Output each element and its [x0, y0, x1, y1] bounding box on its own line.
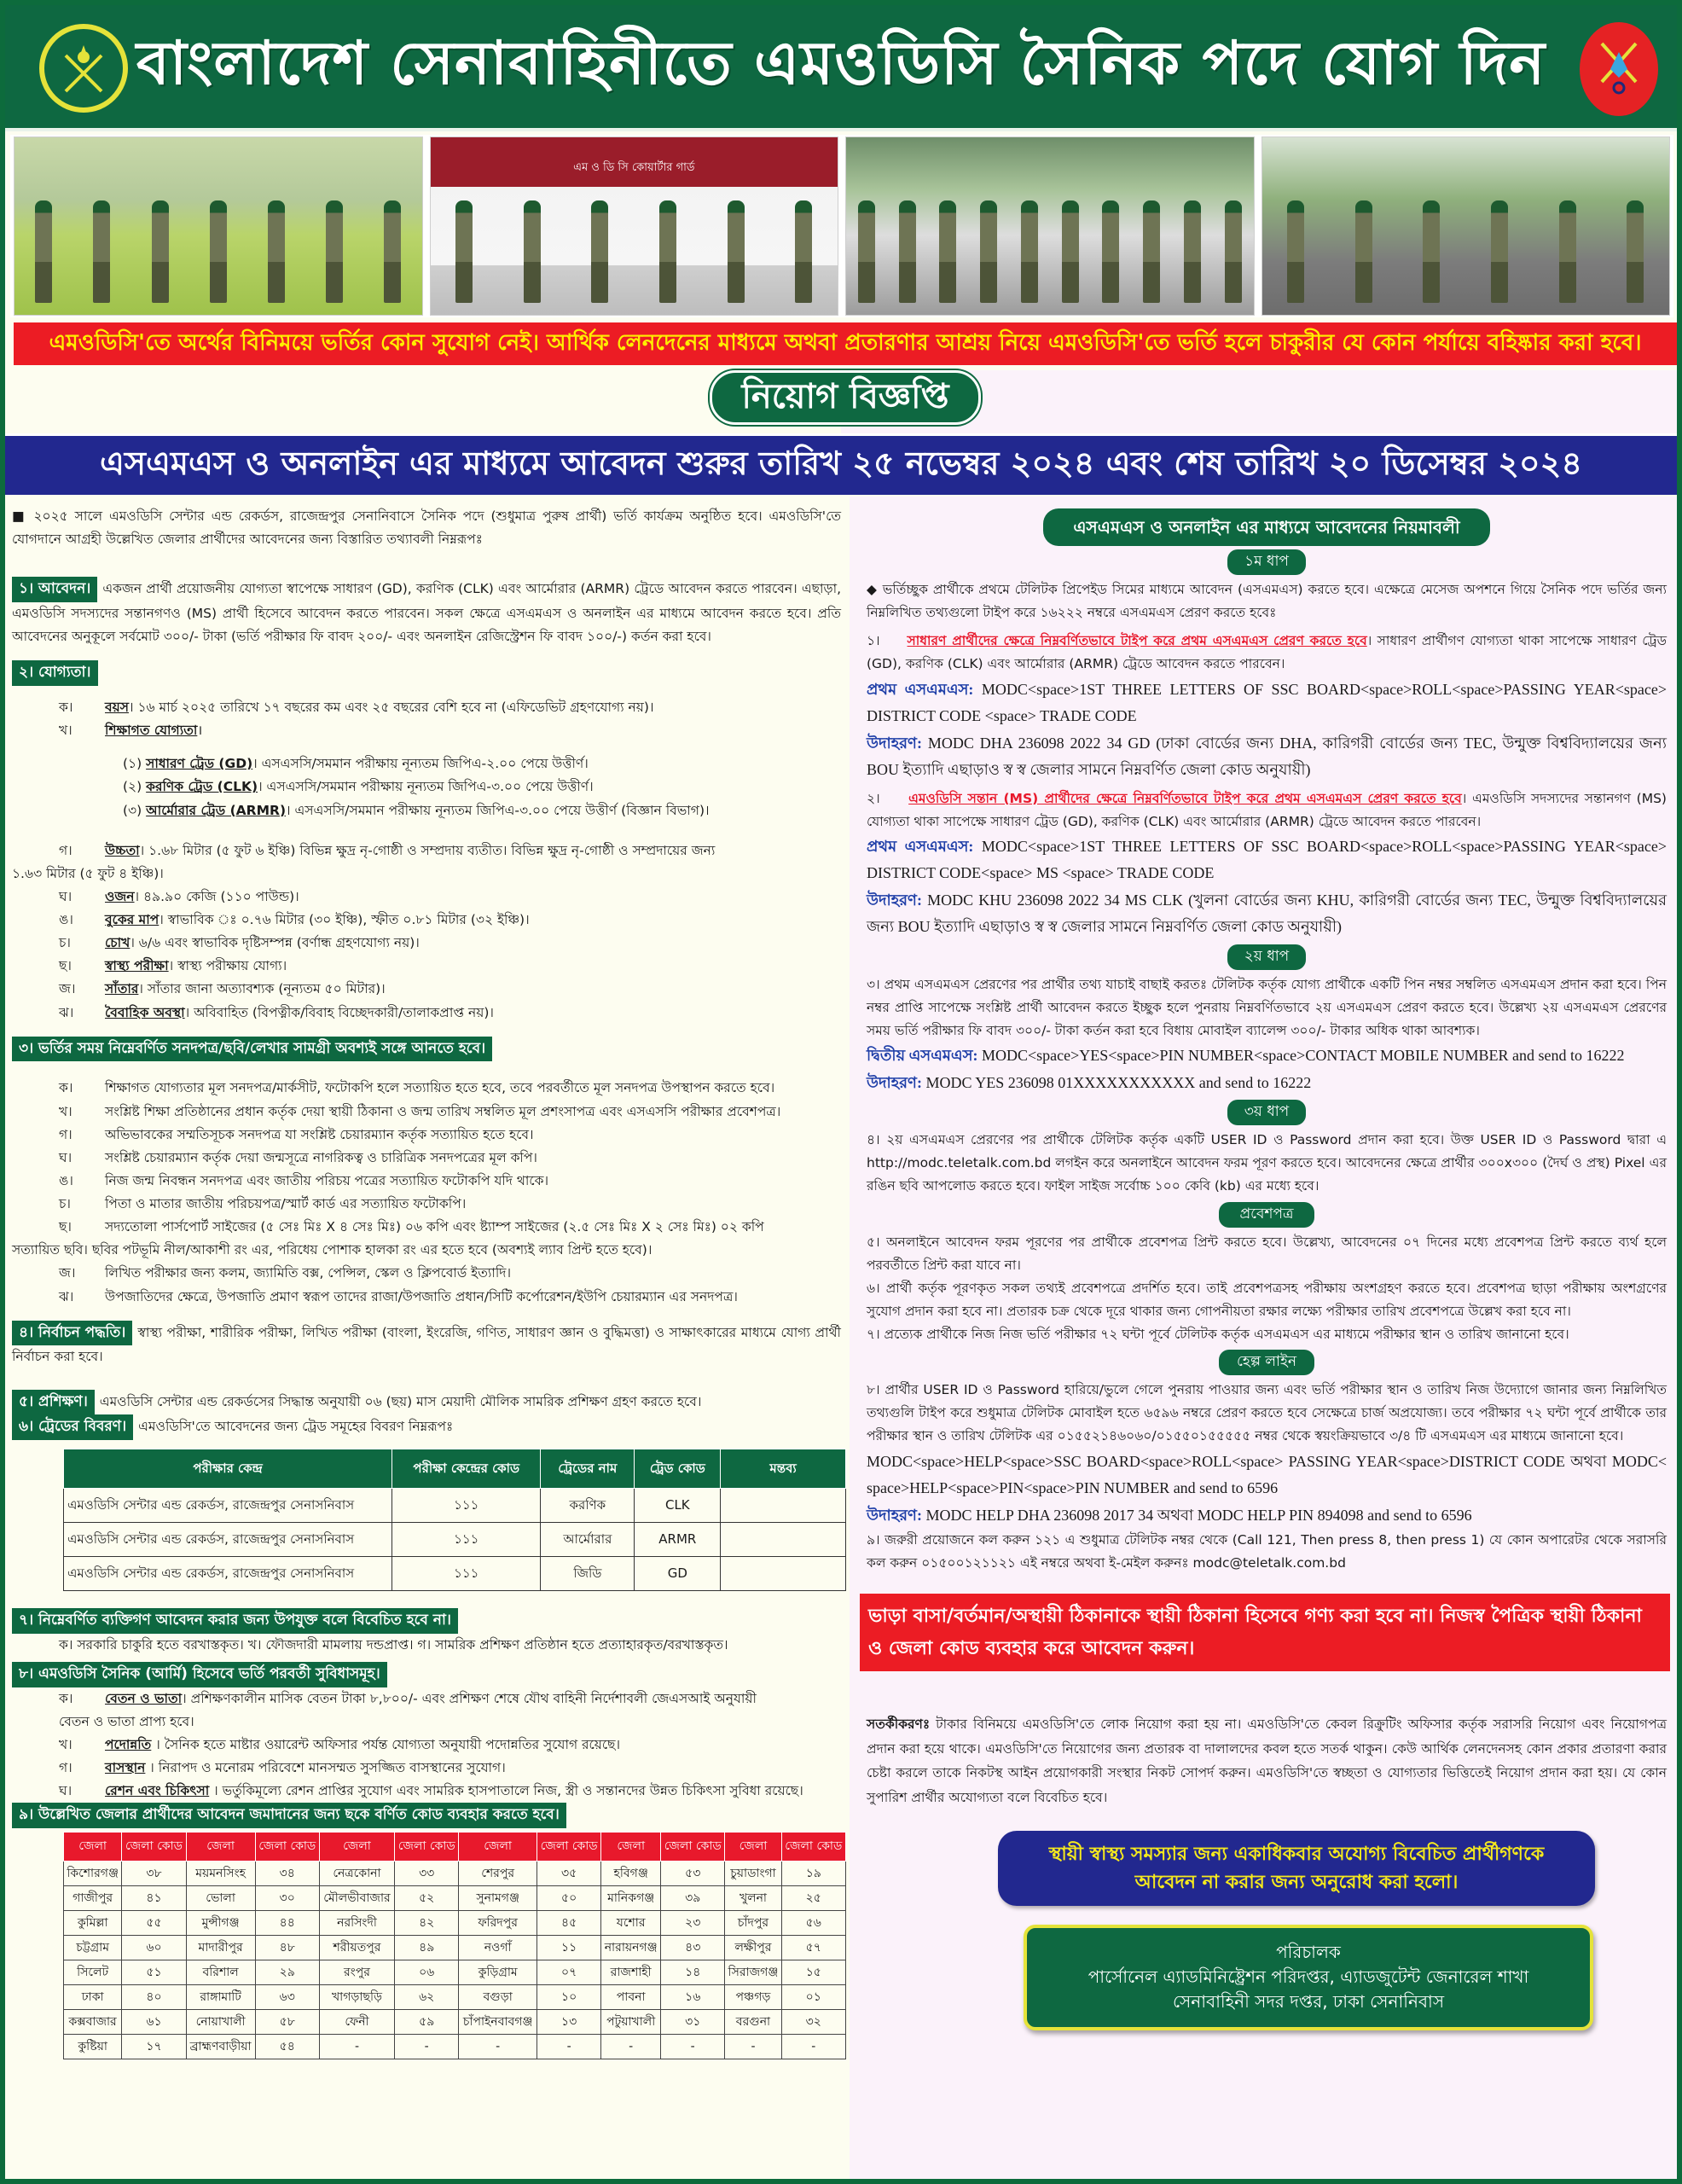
section-application: ১। আবেদন। একজন প্রার্থী প্রয়োজনীয় যোগ্যতা স্বাপেক্ষে সাধারণ (GD), করণিক (CLK) এবং আর্মোরার (ARMR) ট্রেডে আবেদন করতে পারবেন। এছাড়া, এমওডিসি সদস্যদের সন্তানগণও (MS) প্রার্থী হিসেবে আবেদন করতে পারবেন। সকল ক্ষেত্রে এসএমএস ও অনলাইন এর মাধ্যমে আবেদন করতে হবে। প্রতি আবেদনের অনুকূলে সর্বমোট ৩০০/- টাকা (ভর্তি পরীক্ষার ফি বাবদ ২০০/- এবং অনলাইন রেজিস্ট্রেশন ফি বাবদ ১০০/-) কর্তন করা হবে।: [12, 577, 841, 648]
director-signature-box: পরিচালক পার্সোনেল এ্যাডমিনিষ্ট্রেশন পরিদপ্তর, এ্যাডজুটেন্ট জেনারেল শাখা সেনাবাহিনী সদর দপ্তর, ঢাকা সেনানিবাস: [1024, 1925, 1593, 2030]
list-item: ছ। স্বাস্থ্য পরীক্ষা। স্বাস্থ্য পরীক্ষায় যোগ্য।: [59, 958, 287, 974]
rule-admit-print: ৫। অনলাইনে আবেদন ফরম পূরণের পর প্রার্থীকে প্রবেশপত্র প্রিন্ট করতে হবে। উল্লেখ্য, আবেদনের ০৭ দিনের মধ্যে প্রবেশপত্র প্রিন্ট করতে ব্যর্থ হলে পরবর্তীতে প্রিন্ট করা যাবে না।: [867, 1234, 1667, 1273]
section-benefits: ৮। এমওডিসি সৈনিক (আর্মি) হিসেবে ভর্তি পরবর্তী সুবিধাসমূহ। ক। বেতন ও ভাতা। প্রশিক্ষণকালীন মাসিক বেতন টাকা ৮,৮০০/- এবং প্রশিক্ষণ শেষে যৌথ বাহিনী নির্দেশাবলী জেএসআই অনুযায়ী বেতন ও ভাতা প্রাপ্য হবে। খ। পদোন্নতি । সৈনিক হতে মাষ্টার ওয়ারেন্ট অফিসার পর্যন্ত যোগ্যতা অনুযায়ী পদোন্নতির সুযোগ রয়েছে। গ। বাসস্থান । নিরাপদ ও মনোরম পরিবেশে মানসম্মত সুসজ্জিত বাসস্থানের সুযোগ। ঘ। রেশন এবং চিকিৎসা । ভর্তুকিমূল্যে রেশন প্রাপ্তির সুযোগ এবং সামরিক হাসপাতালে নিজ, স্ত্রী ও সন্তানদের উন্নত চিকিৎসা সুবিধা রয়েছে।: [12, 1662, 841, 1803]
list-item: খ। শিক্ষাগত যোগ্যতা।: [59, 723, 203, 739]
list-item: ঙ। নিজ জন্ম নিবন্ধন সনদপত্র এবং জাতীয় পরিচয় পত্রের সত্যায়িত ফটোকপি যদি থাকে।: [59, 1172, 549, 1188]
table-row: এমওডিসি সেন্টার এন্ড রেকর্ডস, রাজেন্দ্রপুর সেনাসনিবাস ১১১ আর্মোরার ARMR: [64, 1523, 846, 1557]
trade-table: পরীক্ষার কেন্দ্র পরীক্ষা কেন্দ্রের কোড ট্রেডের নাম ট্রেড কোড মন্তব্য এমওডিসি সেন্টার এন্ড রেকর্ডস, রাজেন্দ্রপুর সেনাসনিবাস ১১১ করণিক CLK এমওডিসি সেন্টার এন্ড রেকর্ডস, রাজেন্দ্রপুর সেনাসনিবাস ১১১ আর্মোরার ARMR এমওডিসি সেন্টার এন্ড রেকর্ডস, রাজেন্দ্রপুর সেনাসনিবাস ১১১ জিডি GD: [63, 1449, 846, 1591]
rules-title: এসএমএস ও অনলাইন এর মাধ্যমে আবেদনের নিয়মাবলী: [1043, 508, 1490, 546]
list-item: খ। সংশ্লিষ্ট শিক্ষা প্রতিষ্ঠানের প্রধান কর্তৃক দেয়া স্থায়ী ঠিকানা ও জন্ম তারিখ সম্বলিত মূল প্রশংসাপত্র এবং এসএসসি পরীক্ষার প্রবেশপত্র।: [59, 1103, 781, 1119]
section-heading: ৮। এমওডিসি সৈনিক (আর্মি) হিসেবে ভর্তি পরবর্তী সুবিধাসমূহ।: [12, 1662, 387, 1687]
section-trades: ৬। ট্রেডের বিবরণ। এমওডিসি'তে আবেদনের জন্য ট্রেড সমূহের বিবরণ নিম্নরূপঃ পরীক্ষার কেন্দ্র পরীক্ষা কেন্দ্রের কোড ট্রেডের নাম ট্রেড কোড মন্তব্য এমওডিসি সেন্টার এন্ড রেকর্ডস, রাজেন্দ্রপুর সেনাসনিবাস ১১১ করণিক CLK এমওডিসি সেন্টার এন্ড রেকর্ডস, রাজেন্দ্রপুর সেনাসনিবাস ১১১ আর্মোরার ARMR এমওডিসি সেন্টার এন্ড রেকর্ডস, রাজেন্দ্রপুর সেনাসনিবাস ১১১ জিডি GD: [12, 1414, 841, 1591]
table-row: কক্সবাজার ৬১ নোয়াখালী ৫৮ ফেনী ৫৯ চাঁপাইনবাবগঞ্জ ১৩ পটুয়াখালী ৩১ বরগুনা ৩২: [64, 2010, 846, 2035]
table-row: গাজীপুর ৪১ ভোলা ৩০ মৌলভীবাজার ৫২ সুনামগঞ্জ ৫০ মানিকগঞ্জ ৩৯ খুলনা ২৫: [64, 1886, 846, 1911]
list-item: গ। উচ্চতা। ১.৬৮ মিটার (৫ ফুট ৬ ইঞ্চি) বিভিন্ন ক্ষুদ্র নৃ-গোষ্ঠী ও সম্প্রদায় ব্যতীত। বিভিন্ন ক্ষুদ্র নৃ-গোষ্ঠী ও সম্প্রদায়ের জন্য: [59, 842, 716, 858]
header-banner: [5, 5, 1677, 131]
section-heading: ৭। নিম্নেবর্ণিত ব্যক্তিগণ আবেদন করার জন্য উপযুক্ত বলে বিবেচিত হবে না।: [12, 1608, 458, 1634]
first-sms-example-ms: উদাহরণ: MODC KHU 236098 2022 34 MS CLK (খুলনা বোর্ডের জন্য KHU, কারিগরী বোর্ডের জন্য TEC, উন্মুক্ত বিশ্ববিদ্যালয়ের জন্য BOU ইত্যাদি এছাড়াও স্ব স্ব জেলার সামনে নিম্নবর্ণিত জেলা কোড অনুযায়ী): [867, 891, 1667, 936]
table-row: ঢাকা ৪০ রাঙ্গামাটি ৬৩ খাগড়াছড়ি ৬২ বগুড়া ১০ পাবনা ১৬ পঞ্চগড় ০১: [64, 1985, 846, 2010]
quarter-guard-salute-photo: [430, 136, 839, 316]
left-column: [5, 497, 850, 2179]
rule-online-form: ৪। ২য় এসএমএস প্রেরণের পর প্রার্থীকে টেলিটক কর্তৃক একটি USER ID ও Password প্রদান করা হবে। উক্ত USER ID ও Password দ্বারা এ http://modc.teletalk.com.bd লগইন করে অনলাইনে আবেদন ফরম পূরণ করতে হবে। আবেদনের ক্ষেত্রে প্রার্থীর ৩০০x৩০০ (দৈর্ঘ ও প্রস্থ) Pixel এর রঙিন ছবি আপলোড করতে হবে। ফাইল সাইজ সর্বোচ্চ ১০০ কেবি (kb) এর মধ্যে হবে।: [867, 1132, 1667, 1194]
step-1-badge: ১ম ধাপ: [1227, 549, 1306, 575]
health-note-box: স্থায়ী স্বাস্থ্য সমস্যার জন্য একাধিকবার অযোগ্য বিবেচিত প্রার্থীগণকে আবেদন না করার জন্য অনুরোধ করা হলো।: [998, 1831, 1595, 1906]
rule-pin: ৩। প্রথম এসএমএস প্রেরণের পর প্রার্থীর তথ্য যাচাই বাছাই করতঃ টেলিটক কর্তৃক যোগ্য প্রার্থীকে একটি পিন নম্বর সম্বলিত এসএমএস প্রদান করা হবে। পিন নম্বর প্রাপ্তি সাপেক্ষে সংশ্লিষ্ট প্রার্থী আবেদন করতে ইচ্ছুক হলে পুনরায় নিম্নবর্ণিতভাবে ২য় এসএমএস প্রেরণ করতে হবে। উল্লেখ্য ২য় এসএমএস প্রেরণের সময় ভর্তি পরীক্ষার ফি বাবদ ৩০০/- টাকা কর্তন করা হবে বিধায় মোবাইল ব্যালেন্স ৩০০/- টাকার অধিক থাকা আবশ্যক।: [867, 976, 1667, 1038]
second-sms-example: উদাহরণ: MODC YES 236098 01XXXXXXXXXXX and send to 16222: [867, 1073, 1312, 1091]
district-code-table: জেলা জেলা কোড জেলা জেলা কোড জেলা জেলা কোড জেলা জেলা কোড জেলা জেলা কোড জেলা জেলা কোড কিশোরগঞ্জ ৩৮ ময়মনসিংহ ৩৪ নেত্রকোনা ৩৩ শেরপুর ৩৫ হবিগঞ্জ ৫৩ চুয়াডাংগা ১৯ গাজীপুর ৪১ ভোলা ৩০ মৌলভীবাজার ৫২ সুনামগঞ্জ ৫০ মানিকগঞ্জ ৩৯ খুলনা ২৫ কুমিল্লা ৫৫ মুন্সীগঞ্জ ৪৪ নরসিংদী ৪২ ফরিদপুর ৪৫ যশোর ২৩ চাঁদপুর ৫৬ চট্টগ্রাম ৬০ মাদারীপুর ৪৮ শরীয়তপুর ৪৯ নওগাঁ ১১ নারায়নগঞ্জ ৪৩ লক্ষীপুর ৫৭ সিলেট ৫১ বরিশাল ২৯ রংপুর ০৬ কুড়িগ্রাম ০৭ রাজশাহী ১৪ সিরাজগঞ্জ ১৫ ঢাকা ৪০ রাঙ্গামাটি ৬৩ খাগড়াছড়ি ৬২ বগুড়া ১০ পাবনা ১৬ পঞ্চগড় ০১ কক্সবাজার ৬১ নোয়াখালী ৫৮ ফেনী ৫৯ চাঁপাইনবাবগঞ্জ ১৩ পটুয়াখালী ৩১ বরগুনা ৩২ কুষ্টিয়া ১৭ ব্রাহ্মণবাড়ীয়া ৫৪ - - - - - - - -: [63, 1832, 846, 2059]
section-district-codes: [12, 1803, 841, 2059]
list-item: ক। বয়স। ১৬ মার্চ ২০২৫ তারিখে ১৭ বছরের কম এবং ২৫ বছরের বেশি হবে না (এফিডেভিট গ্রহণযোগ্য নয়)।: [59, 700, 654, 715]
notice-title: নিয়োগ বিজ্ঞপ্তি: [710, 370, 981, 425]
list-item-continuation: ১.৬৩ মিটার (৫ ফুট ৪ ইঞ্চি)।: [12, 865, 164, 881]
army-crest-icon: [39, 24, 128, 113]
section-heading: ৫। প্রশিক্ষণ।: [12, 1390, 95, 1415]
rule-emergency-call: ৯। জরুরী প্রয়োজনে কল করুন ১২১ এ শুধুমাত্র টেলিটক নম্বর থেকে (Call 121, Then press 8, then press 1) যে কোন অপারেটর থেকে সরাসরি কল করুন ০১৫০০১২১১২১ এই নম্বরে অথবা ই-মেইল করুনঃ modc@teletalk.com.bd: [867, 1532, 1667, 1571]
edu-item: (১) সাধারণ ট্রেড (GD)। এসএসসি/সমমান পরীক্ষায় নূন্যতম জিপিএ-২.০০ পেয়ে উত্তীর্ণ।: [123, 756, 589, 772]
list-item: ছ। সদ্যতোলা পার্সপোর্ট সাইজের (৫ সেঃ মিঃ X ৪ সেঃ মিঃ) ০৬ কপি এবং ষ্ট্যাম্প সাইজের (২.৫ সেঃ মিঃ X ২ সেঃ মিঃ) ০২ কপি: [59, 1219, 764, 1235]
list-item: ক। শিক্ষাগত যোগ্যতার মূল সনদপত্র/মার্কসীট, ফটোকপি হলে সত্যায়িত হতে হবে, তবে পরবর্তীতে মূল সনদপত্র উপস্থাপন করতে হবে।: [59, 1080, 775, 1096]
section-heading: ৯। উল্লেখিত জেলার প্রার্থীদের আবেদন জমাদানের জন্য ছকে বর্ণিত কোড ব্যবহার করতে হবে।: [12, 1803, 566, 1828]
section-training: ৫। প্রশিক্ষণ। এমওডিসি সেন্টার এন্ড রেকর্ডসের সিদ্ধান্ত অনুযায়ী ০৬ (ছয়) মাস মেয়াদী মৌলিক সামরিক প্রশিক্ষণ গ্রহণ করতে হবে।: [12, 1390, 841, 1415]
step-3-badge: ৩য় ধাপ: [1227, 1100, 1306, 1125]
help-sms-format: MODC<space>HELP<space>SSC BOARD<space>ROLL<space> PASSING YEAR<space>DISTRICT CODE অথবা MODC< space>HELP<space>PIN<space>PIN NUMBER and send to 6596: [867, 1452, 1667, 1496]
help-sms-example: উদাহরণ: MODC HELP DHA 236098 2017 34 অথবা MODC HELP PIN 894098 and send to 6596: [867, 1506, 1472, 1524]
list-item: চ। চোখ। ৬/৬ এবং স্বাভাবিক দৃষ্টিসম্পন্ন (বর্ণান্ধ গ্রহণযোগ্য নয়)।: [59, 935, 420, 951]
list-item: ঝ। উপজাতিদের ক্ষেত্রে, উপজাতি প্রমাণ স্বরূপ তাদের রাজা/উপজাতি প্রধান/সিটি কর্পোরেশন/ইউপি চেয়ারম্যান এর সনদপত্র।: [59, 1288, 738, 1304]
section-eligibility: [12, 660, 841, 1024]
step-1-intro: ◆ ভর্তিচ্ছুক প্রার্থীকে প্রথমে টেলিটক প্রিপেইড সিমের মাধ্যমে আবেদন (এসএমএস) করতে হবে। এক্ষেত্রে মেসেজ অপশনে গিয়ে সৈনিক পদে ভর্তির জন্য নিম্নলিখিত তথ্যগুলো টাইপ করে ১৬২২২ নম্বরে এসএমএস প্রেরণ করতে হবেঃ: [867, 582, 1667, 621]
right-column: [850, 497, 1677, 2179]
photo-strip: [10, 135, 1673, 317]
table-row: চট্টগ্রাম ৬০ মাদারীপুর ৪৮ শরীয়তপুর ৪৯ নওগাঁ ১১ নারায়নগঞ্জ ৪৩ লক্ষীপুর ৫৭: [64, 1936, 846, 1960]
section-heading: ৬। ট্রেডের বিবরণ।: [12, 1414, 133, 1440]
list-item: চ। পিতা ও মাতার জাতীয় পরিচয়পত্র/স্মার্ট কার্ড এর সত্যায়িত ফটোকপি।: [59, 1196, 467, 1211]
rule-exam-notify: ৭। প্রত্যেক প্রার্থীকে নিজ নিজ ভর্তি পরীক্ষার ৭২ ঘন্টা পূর্বে টেলিটক কর্তৃক এসএমএস এর মাধ্যমে পরীক্ষার স্থান ও তারিখ জানানো হবে।: [867, 1327, 1569, 1342]
list-item: গ। বাসস্থান । নিরাপদ ও মনোরম পরিবেশে মানসম্মত সুসজ্জিত বাসস্থানের সুযোগ।: [59, 1760, 506, 1775]
edu-item: (২) করণিক ট্রেড (CLK)। এসএসসি/সমমান পরীক্ষায় নূন্যতম জিপিএ-৩.০০ পেয়ে উত্তীর্ণ।: [123, 779, 594, 795]
soldiers-parade-photo: [845, 136, 1255, 316]
rule-general-candidates: ১। সাধারণ প্রার্থীদের ক্ষেত্রে নিম্নবর্ণিতভাবে টাইপ করে প্রথম এসএমএস প্রেরণ করতে হবে। সাধারণ প্রার্থীগণ যোগ্যতা থাকা সাপেক্ষে সাধারণ ট্রেড (GD), করণিক (CLK) এবং আর্মোরার (ARMR) ট্রেডে আবেদন করতে পারবেন।: [867, 633, 1667, 672]
section-heading: ১। আবেদন।: [12, 577, 97, 602]
table-row: কিশোরগঞ্জ ৩৮ ময়মনসিংহ ৩৪ নেত্রকোনা ৩৩ শেরপুর ৩৫ হবিগঞ্জ ৫৩ চুয়াডাংগা ১৯: [64, 1862, 846, 1886]
warning-banner: এমওডিসি'তে অর্থের বিনিময়ে ভর্তির কোন সুযোগ নেই। আর্থিক লেনদেনের মাধ্যমে অথবা প্রতারণার আশ্রয় নিয়ে এমওডিসি'তে ভর্তি হলে চাকুরীর যে কোন পর্যায়ে বহিষ্কার করা হবে।: [14, 322, 1677, 365]
list-item: ঘ। রেশন এবং চিকিৎসা । ভর্তুকিমূল্যে রেশন প্রাপ্তির সুযোগ এবং সামরিক হাসপাতালে নিজ, স্ত্রী ও সন্তানদের উন্নত চিকিৎসা সুবিধা রয়েছে।: [59, 1783, 803, 1799]
modc-emblem-icon: [1580, 22, 1658, 116]
step-2-badge: ২য় ধাপ: [1227, 944, 1306, 970]
section-selection: ৪। নির্বাচন পদ্ধতি। স্বাস্থ্য পরীক্ষা, শারীরিক পরীক্ষা, লিখিত পরীক্ষা (বাংলা, ইংরেজি, গণিত, সাধারণ জ্ঞান ও বুদ্ধিমত্তা) ও সাক্ষাৎকারের মাধ্যমে যোগ্য প্রার্থী নির্বাচন করা হবে।: [12, 1321, 841, 1369]
section-ineligible: ৭। নিম্নেবর্ণিত ব্যক্তিগণ আবেদন করার জন্য উপযুক্ত বলে বিবেচিত হবে না। ক। সরকারি চাকুরি হতে বরখাস্তকৃত। খ। ফৌজদারী মামলায় দন্ডপ্রাপ্ত। গ। সামরিক প্রশিক্ষণ প্রতিষ্ঠান হতে প্রত্যাহারকৃত/বরখাস্তকৃত।: [12, 1608, 841, 1657]
list-item: খ। পদোন্নতি । সৈনিক হতে মাষ্টার ওয়ারেন্ট অফিসার পর্যন্ত যোগ্যতা অনুযায়ী পদোন্নতির সুযোগ রয়েছে।: [59, 1736, 621, 1752]
address-warning-box: ভাড়া বাসা/বর্তমান/অস্থায়ী ঠিকানাকে স্থায়ী ঠিকানা হিসেবে গণ্য করা হবে না। নিজস্ব পৈত্রিক স্থায়ী ঠিকানা ও জেলা কোড ব্যবহার করে আবেদন করুন।: [860, 1594, 1670, 1671]
caution-text: সতর্কীকরণঃ টাকার বিনিময়ে এমওডিসি'তে লোক নিয়োগ করা হয় না। এমওডিসি'তে কেবল রিক্রুটিং অফিসার কর্তৃক সরাসরি নিয়োগ এবং নিয়োগপত্র প্রদান করা হয়ে থাকে। এমওডিসি'তে নিয়োগের জন্য প্রতারক বা দালালদের কবল হতে সতর্ক থাকুন। কেউ আর্থিক লেনদেনসহ কোন প্রকার প্রতারণা করার চেষ্টা করলে তাকে নিকটস্থ আইন প্রয়োগকারী সংস্থার নিকট সোপর্দ করুন। এমওডিসি'তে স্বচ্ছতা ও যোগ্যতার ভিত্তিতেই নিয়োগ প্রদান করা হয়। যে কোন সুপারিশ প্রার্থীর অযোগ্যতা বলে বিবেচিত হবে।: [867, 1716, 1667, 1806]
list-item: জ। সাঁতার। সাঁতার জানা অত্যাবশ্যক (নূন্যতম ৫০ মিটার)।: [59, 981, 386, 997]
section-heading: ৩। ভর্তির সময় নিম্নেবর্ণিত সনদপত্র/ছবি/লেখার সামগ্রী অবশ্যই সঙ্গে আনতে হবে।: [12, 1037, 492, 1062]
list-item: ঘ। ওজন। ৪৯.৯০ কেজি (১১০ পাউন্ড)।: [59, 888, 299, 904]
application-dates-banner: এসএমএস ও অনলাইন এর মাধ্যমে আবেদন শুরুর তারিখ ২৫ নভেম্বর ২০২৪ এবং শেষ তারিখ ২০ ডিসেম্বর ২০২৪: [5, 433, 1677, 495]
section-heading: ২। যোগ্যতা।: [12, 660, 98, 686]
rule-ms-candidates: ২। এমওডিসি সন্তান (MS) প্রার্থীদের ক্ষেত্রে নিম্নবর্ণিতভাবে টাইপ করে প্রথম এসএমএস প্রেরণ করতে হবে। এমওডিসি সদস্যদের সন্তানগণ (MS) যোগ্যতা থাকা সাপেক্ষে সাধারণ ট্রেড (GD), করণিক (CLK) এবং আর্মোরার (ARMR) ট্রেডে আবেদন করতে পারবেন।: [867, 790, 1667, 829]
list-item: ঝ। বৈবাহিক অবস্থা। অবিবাহিত (বিপত্নীক/বিবাহ বিচ্ছেদকারী/তালাকপ্রাপ্ত নয়)।: [59, 1004, 494, 1020]
page-title: বাংলাদেশ সেনাবাহিনীতে এমওডিসি সৈনিক পদে যোগ দিন: [136, 27, 1546, 98]
table-row: এমওডিসি সেন্টার এন্ড রেকর্ডস, রাজেন্দ্রপুর সেনাসনিবাস ১১১ করণিক CLK: [64, 1489, 846, 1523]
list-item: জ। লিখিত পরীক্ষার জন্য কলম, জ্যামিতি বক্স, পেন্সিল, স্কেল ও ক্লিপবোর্ড ইত্যাদি।: [59, 1265, 511, 1281]
rule-helpline: ৮। প্রার্থীর USER ID ও Password হারিয়ে/ভুলে গেলে পুনরায় পাওয়ার জন্য এবং ভর্তি পরীক্ষার স্থান ও তারিখ নিজ উদ্যোগে জানার জন্য নিম্নলিখিত তথ্যগুলি টাইপ করে শুধুমাত্র টেলিটক মোবাইল হতে ৬৫৯৬ নম্বরে প্রেরণ করতে হবে সেক্ষেত্রে চার্জ অপ্রযোজ্য। তবে পরীক্ষার ৭২ ঘন্টা পূর্বে প্রার্থীকে তার পরীক্ষার স্থান ও তারিখ টেলিটক এর ০১৫৫২১৪৬০৬০/০১৫৫০১৫৫৫৫৫ নম্বর থেকে স্বয়ংক্রিয়ভাবে ৩/৪ টি এসএমএস এর মাধ্যমে জানানো হবে।: [867, 1382, 1667, 1444]
rule-admit-info: ৬। প্রার্থী কর্তৃক পূরণকৃত সকল তথ্যই প্রবেশপত্রে প্রদর্শিত হবে। তাই প্রবেশপত্রসহ পরীক্ষায় অংশগ্রহণ করতে হবে। প্রবেশপত্র ছাড়া পরীক্ষায় অংশগ্রণের সুযোগ প্রদান করা হবে না। প্রতারক চক্র থেকে দূরে থাকার জন্য গোপনীয়তা রক্ষার লক্ষ্যে পরীক্ষার তারিখ প্রবেশপত্রে উল্লেখ করা হবে না।: [867, 1280, 1667, 1319]
district-table-body: [64, 1862, 846, 2059]
first-sms-format: প্রথম এসএমএস: MODC<space>1ST THREE LETTERS OF SSC BOARD<space>ROLL<space>PASSING YEAR<space> DISTRICT CODE <space> TRADE CODE: [867, 680, 1667, 724]
section-documents: [12, 1037, 841, 1309]
section-heading: ৪। নির্বাচন পদ্ধতি।: [12, 1321, 132, 1346]
list-item: ক। বেতন ও ভাতা। প্রশিক্ষণকালীন মাসিক বেতন টাকা ৮,৮০০/- এবং প্রশিক্ষণ শেষে যৌথ বাহিনী নির্দেশাবলী জেএসআই অনুযায়ী: [59, 1690, 757, 1706]
list-item-continuation: সত্যায়িত ছবি। ছবির পটভূমি নীল/আকাশী রং এর, পরিধেয় পোশাক হালকা রং এর হতে হবে (অবশ্যই ল্যাব প্রিন্ট হতে হবে)।: [12, 1242, 652, 1258]
table-row: কুষ্টিয়া ১৭ ব্রাহ্মণবাড়ীয়া ৫৪ - - - - - - - -: [64, 2035, 846, 2059]
photo-caption: এম ও ডি সি কোয়ার্টার গার্ড: [573, 161, 695, 174]
table-row: সিলেট ৫১ বরিশাল ২৯ রংপুর ০৬ কুড়িগ্রাম ০৭ রাজশাহী ১৪ সিরাজগঞ্জ ১৫: [64, 1960, 846, 1985]
second-sms-format: দ্বিতীয় এসএমএস: MODC<space>YES<space>PIN NUMBER<space>CONTACT MOBILE NUMBER and send to 16222: [867, 1047, 1625, 1065]
list-item: ঙ। বুকের মাপ। স্বাভাবিক ঃ ০.৭৬ মিটার (৩০ ইঞ্চি), স্ফীত ০.৮১ মিটার (৩২ ইঞ্চি)।: [59, 912, 530, 927]
intro-text: ■ ২০২৫ সালে এমওডিসি সেন্টার এন্ড রেকর্ডস, রাজেন্দ্রপুর সেনানিবাসে সৈনিক পদে (শুধুমাত্র পুরুষ প্রার্থী) ভর্তি কার্যক্রম অনুষ্ঠিত হবে। এমওডিসি'তে যোগদানে আগ্রহী উল্লেখিত জেলার প্রার্থীদের আবেদনের জন্য বিস্তারিত তথ্যাবলী নিম্নরূপঃ: [12, 508, 841, 548]
first-sms-example: উদাহরণ: MODC DHA 236098 2022 34 GD (ঢাকা বোর্ডের জন্য DHA, কারিগরী বোর্ডের জন্য TEC, উন্মুক্ত বিশ্ববিদ্যালয়ের জন্য BOU ইত্যাদি এছাড়াও স্ব স্ব জেলার সামনে নিম্নবর্ণিত জেলা কোড অনুযায়ী): [867, 734, 1667, 778]
table-row: এমওডিসি সেন্টার এন্ড রেকর্ডস, রাজেন্দ্রপুর সেনাসনিবাস ১১১ জিডি GD: [64, 1557, 846, 1591]
edu-item: (৩) আর্মোরার ট্রেড (ARMR)। এসএসসি/সমমান পরীক্ষায় নূন্যতম জিপিএ-৩.০০ পেয়ে উত্তীর্ণ (বিজ্ঞান বিভাগ)।: [123, 802, 710, 818]
soldiers-march-photo: [1262, 136, 1671, 316]
helpline-badge: হেল্প লাইন: [1219, 1350, 1314, 1375]
admit-card-badge: প্রবেশপত্র: [1219, 1202, 1314, 1228]
list-item: ঘ। সংশ্লিষ্ট চেয়ারম্যান কর্তৃক দেয়া জন্মসূত্রে নাগরিকত্ব ও চারিত্রিক সনদপত্রের মূল কপি।: [59, 1149, 537, 1165]
table-row: কুমিল্লা ৫৫ মুন্সীগঞ্জ ৪৪ নরসিংদী ৪২ ফরিদপুর ৪৫ যশোর ২৩ চাঁদপুর ৫৬: [64, 1911, 846, 1936]
first-sms-format-ms: প্রথম এসএমএস: MODC<space>1ST THREE LETTERS OF SSC BOARD<space>ROLL<space>PASSING YEAR<space> DISTRICT CODE<space> MS <space> TRADE CODE: [867, 837, 1667, 882]
soldiers-firing-practice-photo: [14, 136, 423, 316]
list-item: গ। অভিভাবকের সম্মতিসূচক সনদপত্র যা সংশ্লিষ্ট চেয়ারম্যান কর্তৃক সত্যায়িত হতে হবে।: [59, 1126, 534, 1142]
